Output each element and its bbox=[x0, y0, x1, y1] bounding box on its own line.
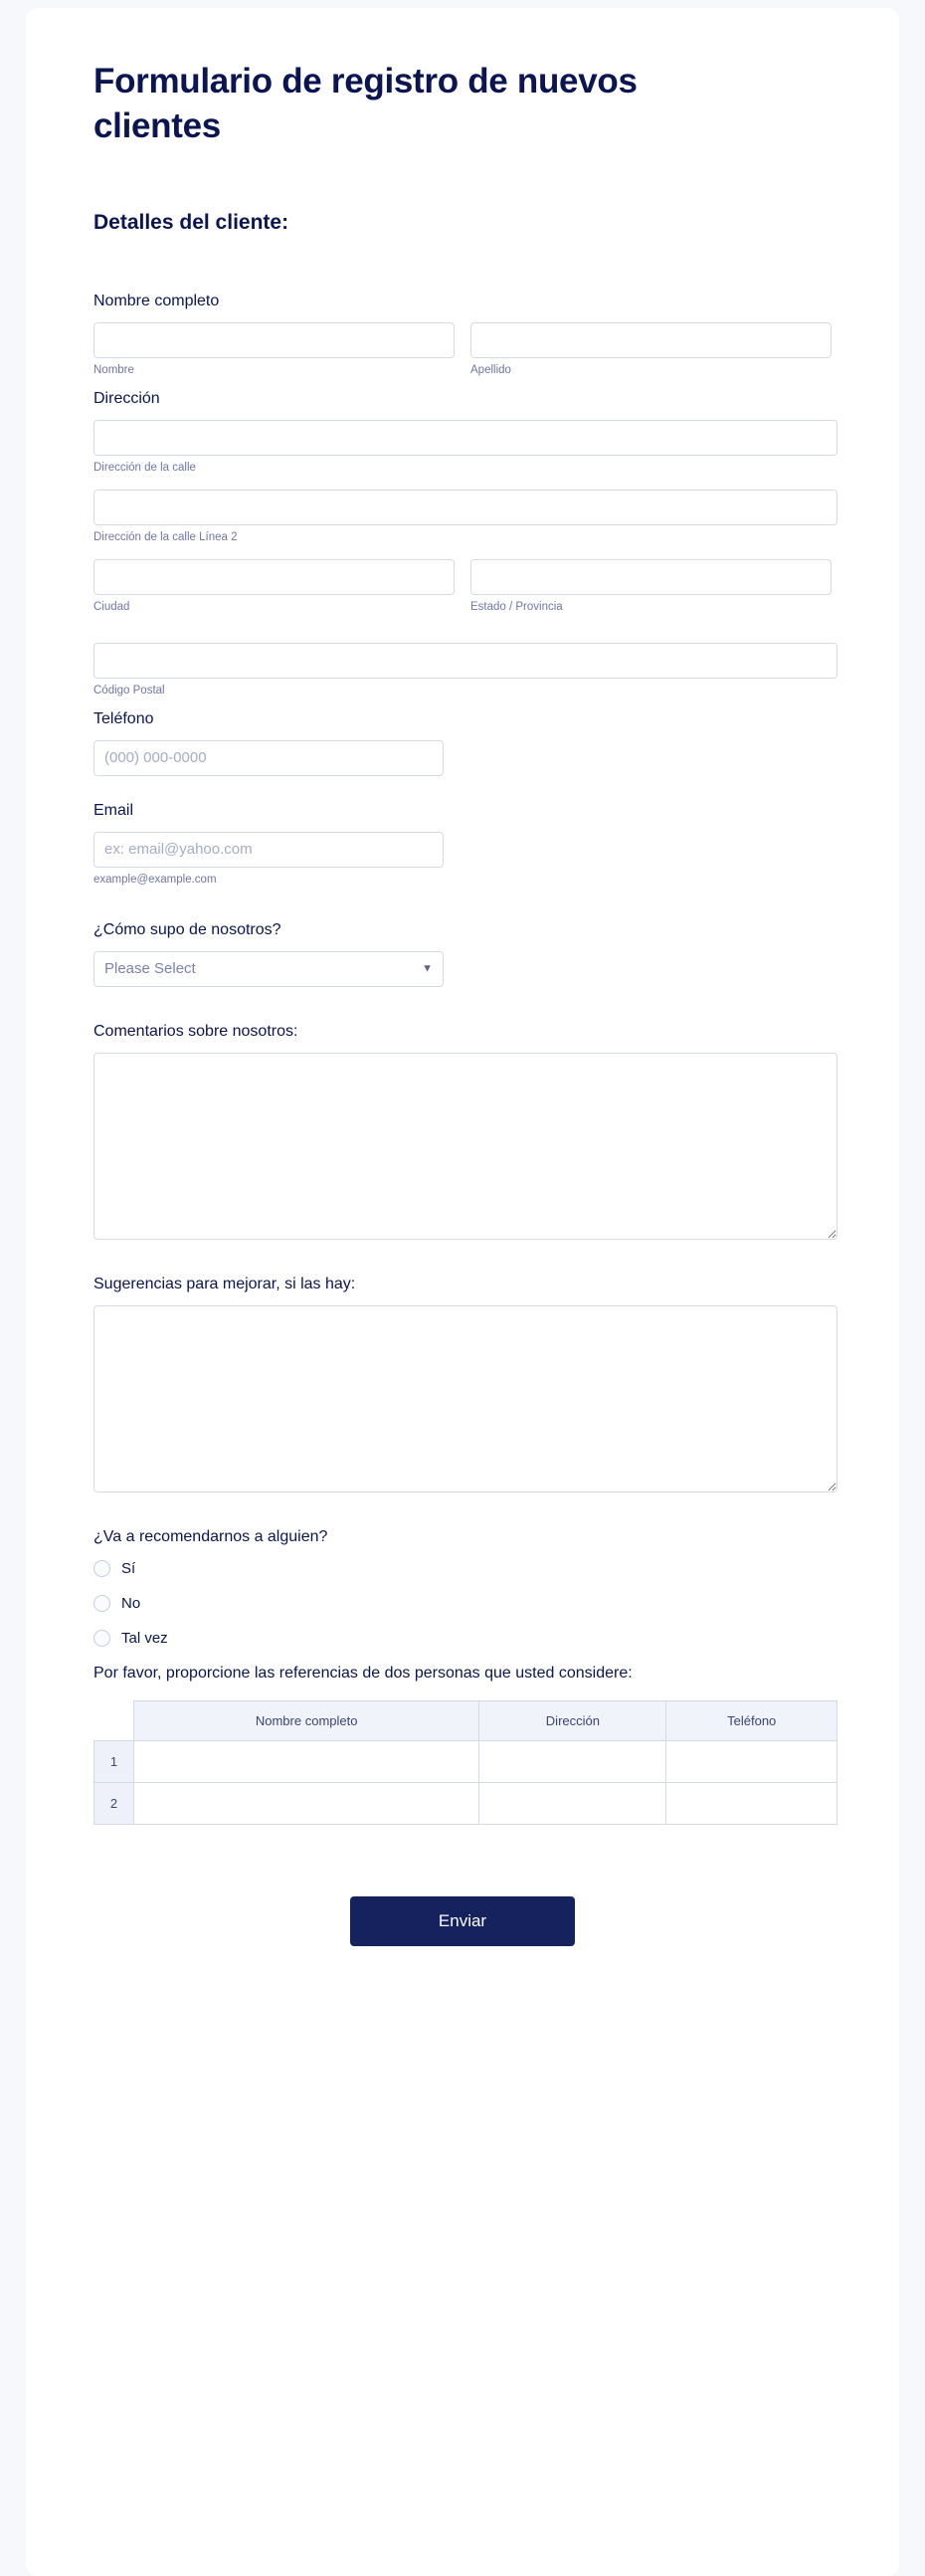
row-number: 1 bbox=[94, 1740, 134, 1782]
sublabel-postal-code: Código Postal bbox=[93, 684, 165, 696]
sublabel-street-address: Dirección de la calle bbox=[93, 461, 196, 474]
col-last-name bbox=[470, 322, 832, 390]
ref1-name-cell[interactable] bbox=[134, 1740, 479, 1782]
field-recommend bbox=[93, 1528, 832, 1647]
radio-label-yes: Sí bbox=[121, 1559, 136, 1577]
row-name-inputs bbox=[93, 322, 832, 390]
field-phone bbox=[93, 710, 832, 776]
field-full-name bbox=[93, 293, 832, 390]
references-table-head bbox=[94, 1700, 837, 1740]
ref2-phone-cell[interactable] bbox=[666, 1782, 837, 1824]
street-address-input[interactable] bbox=[93, 420, 837, 456]
radio-option-yes[interactable] bbox=[93, 1560, 832, 1577]
table-col-address: Dirección bbox=[479, 1700, 666, 1740]
label-phone: Teléfono bbox=[93, 709, 154, 727]
ref1-address-cell[interactable] bbox=[479, 1740, 666, 1782]
referral-select-wrapper[interactable] bbox=[93, 951, 444, 987]
col-city bbox=[93, 559, 455, 627]
sublabel-last-name: Apellido bbox=[470, 363, 511, 376]
table-col-full-name: Nombre completo bbox=[134, 1700, 479, 1740]
state-input[interactable] bbox=[470, 559, 832, 595]
table-row bbox=[94, 1782, 837, 1824]
postal-code-input[interactable] bbox=[93, 643, 837, 679]
suggestions-textarea[interactable] bbox=[93, 1305, 837, 1492]
city-input[interactable] bbox=[93, 559, 455, 595]
col-email bbox=[93, 832, 444, 886]
page-title: Formulario de registro de nuevos clientes bbox=[93, 62, 638, 145]
radio-circle-icon[interactable] bbox=[93, 1630, 110, 1647]
col-postal-code bbox=[93, 643, 837, 696]
table-row bbox=[94, 1740, 837, 1782]
field-references bbox=[93, 1665, 832, 1825]
email-input[interactable] bbox=[93, 832, 444, 868]
field-address bbox=[93, 390, 832, 696]
radio-option-maybe[interactable] bbox=[93, 1630, 832, 1647]
label-comments: Comentarios sobre nosotros: bbox=[93, 1022, 298, 1040]
references-table-body bbox=[94, 1740, 837, 1824]
radio-circle-icon[interactable] bbox=[93, 1560, 110, 1577]
col-street-address bbox=[93, 420, 837, 474]
referral-select[interactable] bbox=[93, 951, 444, 987]
ref2-address-cell[interactable] bbox=[479, 1782, 666, 1824]
submit-row bbox=[93, 1896, 832, 1946]
sublabel-first-name: Nombre bbox=[93, 363, 134, 376]
sublabel-city: Ciudad bbox=[93, 600, 130, 613]
col-state bbox=[470, 559, 832, 627]
row-city-state bbox=[93, 559, 832, 627]
label-recommend: ¿Va a recomendarnos a alguien? bbox=[93, 1527, 328, 1545]
row-number: 2 bbox=[94, 1782, 134, 1824]
comments-textarea[interactable] bbox=[93, 1053, 837, 1240]
field-referral-source bbox=[93, 921, 832, 987]
recommend-radio-group[interactable] bbox=[93, 1560, 832, 1647]
section-title-customer-details: Detalles del cliente: bbox=[93, 210, 289, 234]
radio-circle-icon[interactable] bbox=[93, 1595, 110, 1612]
sublabel-email: example@example.com bbox=[93, 873, 217, 886]
sublabel-street-address-2: Dirección de la calle Línea 2 bbox=[93, 530, 238, 543]
radio-label-maybe: Tal vez bbox=[121, 1629, 168, 1647]
ref1-phone-cell[interactable] bbox=[666, 1740, 837, 1782]
table-header-row bbox=[94, 1700, 837, 1740]
sublabel-state: Estado / Provincia bbox=[470, 600, 563, 613]
col-phone bbox=[93, 740, 444, 776]
label-full-name: Nombre completo bbox=[93, 292, 220, 309]
field-email bbox=[93, 802, 832, 886]
chevron-down-icon: ▼ bbox=[422, 962, 433, 975]
label-suggestions: Sugerencias para mejorar, si las hay: bbox=[93, 1275, 356, 1292]
field-suggestions bbox=[93, 1276, 832, 1492]
submit-button[interactable]: Enviar bbox=[350, 1896, 575, 1946]
label-email: Email bbox=[93, 801, 134, 819]
label-address: Dirección bbox=[93, 389, 160, 407]
table-corner-cell bbox=[94, 1700, 134, 1740]
registration-form-card bbox=[26, 8, 899, 2576]
label-referral-source: ¿Cómo supo de nosotros? bbox=[93, 920, 281, 938]
label-references: Por favor, proporcione las referencias de dos personas que usted considere: bbox=[93, 1664, 633, 1682]
first-name-input[interactable] bbox=[93, 322, 455, 358]
street-address-2-input[interactable] bbox=[93, 490, 837, 525]
ref2-name-cell[interactable] bbox=[134, 1782, 479, 1824]
col-street-address-2 bbox=[93, 490, 837, 543]
references-table bbox=[93, 1700, 837, 1825]
phone-input[interactable] bbox=[93, 740, 444, 776]
field-comments bbox=[93, 1023, 832, 1240]
col-first-name bbox=[93, 322, 455, 390]
radio-label-no: No bbox=[121, 1594, 141, 1612]
last-name-input[interactable] bbox=[470, 322, 832, 358]
table-col-phone: Teléfono bbox=[666, 1700, 837, 1740]
radio-option-no[interactable] bbox=[93, 1595, 832, 1612]
